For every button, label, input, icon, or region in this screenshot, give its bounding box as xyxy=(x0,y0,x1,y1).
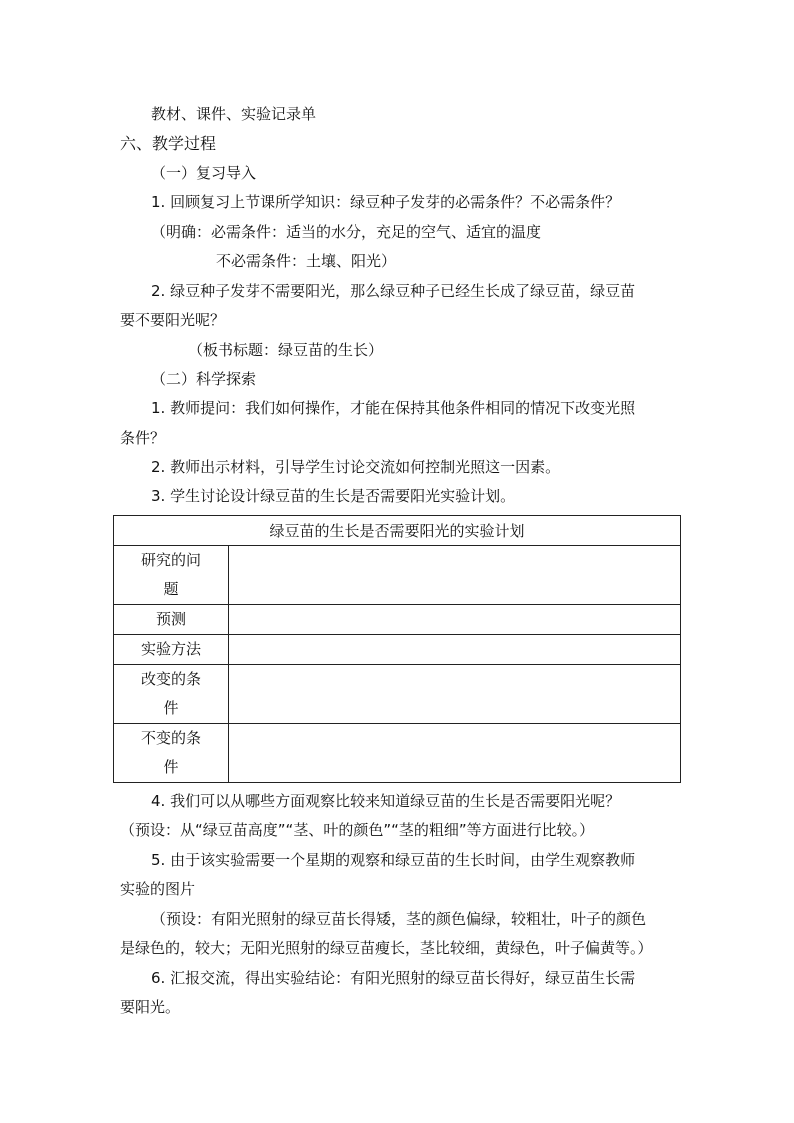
row-label xyxy=(114,546,229,605)
step-3: 3. 学生讨论设计绿豆苗的生长是否需要阳光实验计划。 xyxy=(151,487,516,505)
row-label-line-b: 题 xyxy=(163,580,179,598)
step-5-line-a: 5. 由于该实验需要一个星期的观察和绿豆苗的生长时间，由学生观察教师 xyxy=(151,851,636,869)
step-5-preset-a: （预设：有阳光照射的绿豆苗长得矮，茎的颜色偏绿，较粗壮，叶子的颜色 xyxy=(151,910,647,928)
row-label-line-a: 预测 xyxy=(155,610,186,628)
row-label-line-a: 改变的条 xyxy=(140,670,201,688)
step-5-line-b: 实验的图片 xyxy=(120,880,196,898)
row-label-line-b: 件 xyxy=(163,699,179,717)
row-label xyxy=(114,724,229,783)
row-value xyxy=(229,635,681,665)
question-1-answer-a: （明确：必需条件：适当的水分，充足的空气、适宜的温度 xyxy=(151,223,542,241)
step-2: 2. 教师出示材料，引导学生讨论交流如何控制光照这一因素。 xyxy=(151,458,561,476)
row-value xyxy=(229,665,681,724)
step-6-line-b: 要阳光。 xyxy=(120,998,181,1016)
row-value xyxy=(229,546,681,605)
table-row xyxy=(114,546,681,605)
section-title: 六、教学过程 xyxy=(120,134,217,153)
row-value xyxy=(229,605,681,635)
question-2-line-b: 要不要阳光呢？ xyxy=(120,311,226,329)
row-label xyxy=(114,665,229,724)
step-5-preset-b: 是绿色的，较大；无阳光照射的绿豆苗瘦长，茎比较细，黄绿色，叶子偏黄等。） xyxy=(120,939,653,957)
row-label-line-a: 实验方法 xyxy=(140,640,201,658)
materials-line: 教材、课件、实验记录单 xyxy=(151,105,317,123)
table-title: 绿豆苗的生长是否需要阳光的实验计划 xyxy=(114,516,681,546)
row-label-line-a: 不变的条 xyxy=(140,729,201,747)
row-value xyxy=(229,724,681,783)
row-label-line-b: 件 xyxy=(163,758,179,776)
part1-heading: （一）复习导入 xyxy=(151,164,257,182)
step-1-line-a: 1. 教师提问：我们如何操作，才能在保持其他条件相同的情况下改变光照 xyxy=(151,399,636,417)
board-title: （板书标题：绿豆苗的生长） xyxy=(188,341,384,359)
question-1: 1. 回顾复习上节课所学知识：绿豆种子发芽的必需条件？不必需条件？ xyxy=(151,193,621,211)
step-4-preset: （预设：从“绿豆苗高度”“茎、叶的颜色”“茎的粗细”等方面进行比较。） xyxy=(120,821,595,839)
table-row xyxy=(114,665,681,724)
table-row xyxy=(114,724,681,783)
question-2-line-a: 2. 绿豆种子发芽不需要阳光，那么绿豆种子已经生长成了绿豆苗，绿豆苗 xyxy=(151,282,636,300)
row-label xyxy=(114,635,229,665)
table-row xyxy=(114,635,681,665)
experiment-plan-table xyxy=(113,515,681,783)
row-label xyxy=(114,605,229,635)
step-4: 4. 我们可以从哪些方面观察比较来知道绿豆苗的生长是否需要阳光呢？ xyxy=(151,792,621,810)
step-6-line-a: 6. 汇报交流，得出实验结论：有阳光照射的绿豆苗长得好，绿豆苗生长需 xyxy=(151,969,636,987)
row-label-line-a: 研究的问 xyxy=(140,551,201,569)
part2-heading: （二）科学探索 xyxy=(151,370,257,388)
question-1-answer-b: 不必需条件：土壤、阳光） xyxy=(216,252,397,270)
table-row xyxy=(114,605,681,635)
step-1-line-b: 条件？ xyxy=(120,429,166,447)
